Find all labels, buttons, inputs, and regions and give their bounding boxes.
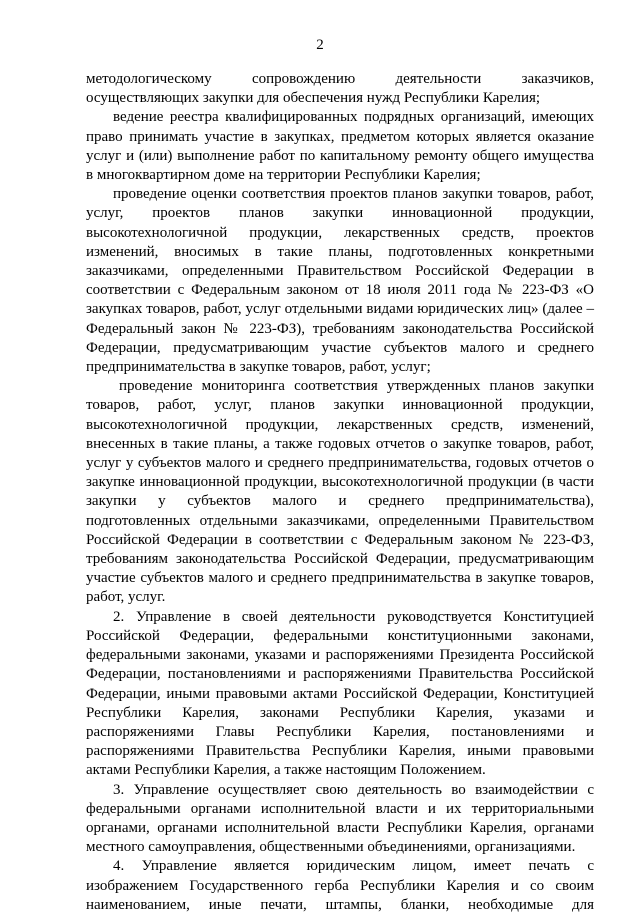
paragraph-line: осуществляющих закупки для обеспечения нужд Республики Карелия;	[86, 90, 541, 107]
paragraph-methodological-support	[86, 70, 594, 108]
paragraph-line: методологическому сопровождению деятельности заказчиков,	[86, 71, 594, 87]
paragraph-assessment: проведение оценки соответствия проектов планов закупки товаров, работ, услуг, проектов планов закупки инновационной продукции, высокотехнологичной продукции, лекарственных средств, проектов изменений, вносимых в такие планы, подготовленных конкретными заказчиками, определенными Правительством Российской Федерации в соответствии с Федеральным законом от 18 июля 2011 года № 223-ФЗ «О закупках товаров, работ, услуг отдельными видами юридических лиц» (далее – Федеральный закон № 223-ФЗ), требованиям законодательства Российской Федерации, предусматривающим участие субъектов малого и среднего предпринимательства в закупке товаров, работ, услуг;	[86, 186, 594, 376]
paragraph-item-2: 2. Управление в своей деятельности руководствуется Конституцией Российской Федерации, федеральными конституционными законами, федеральными законами, указами и распоряжениями Президента Российской Федерации, постановлениями и распоряжениями Правительства Российской Федерации, иными правовыми актами Российской Федерации, Конституцией Республики Карелия, законами Республики Карелия, указами и распоряжениями Главы Республики Карелия, постановлениями и распоряжениями Правительства Республики Карелия, иными правовыми актами Республики Карелия, а также настоящим Положением.	[86, 608, 594, 779]
document-body	[86, 70, 594, 915]
paragraph-registry: ведение реестра квалифицированных подрядных организаций, имеющих право принимать участие в закупках, предметом которых является оказание услуг и (или) выполнение работ по капитальному ремонту общего имущества в многоквартирном доме на территории Республики Карелия;	[86, 109, 594, 184]
paragraph-item-4: 4. Управление является юридическим лицом, имеет печать с изображением Государственного герба Республики Карелия и со своим наименованием, иные печати, штампы, бланки, необходимые для	[86, 858, 594, 913]
paragraph-monitoring: проведение мониторинга соответствия утвержденных планов закупки товаров, работ, услуг, планов закупки инновационной продукции, высокотехнологичной продукции, лекарственных средств, изменений, внесенных в такие планы, а также годовых отчетов о закупке товаров, работ, услуг у субъектов малого и среднего предпринимательства, годовых отчетов о закупке инновационной продукции, высокотехнологичной продукции (в части закупки у субъектов малого и среднего предпринимательства), подготовленных отдельными заказчиками, определенными Правительством Российской Федерации в соответствии с Федеральным законом № 223-ФЗ, требованиям законодательства Российской Федерации, предусматривающим участие субъектов малого и среднего предпринимательства в закупке товаров, работ, услуг.	[86, 378, 594, 606]
paragraph-item-3: 3. Управление осуществляет свою деятельность во взаимодействии с федеральными органами исполнительной власти и их территориальными органами, органами исполнительной власти Республики Карелия, органами местного самоуправления, общественными объединениями, организациями.	[86, 781, 594, 856]
page-number: 2	[316, 37, 324, 53]
